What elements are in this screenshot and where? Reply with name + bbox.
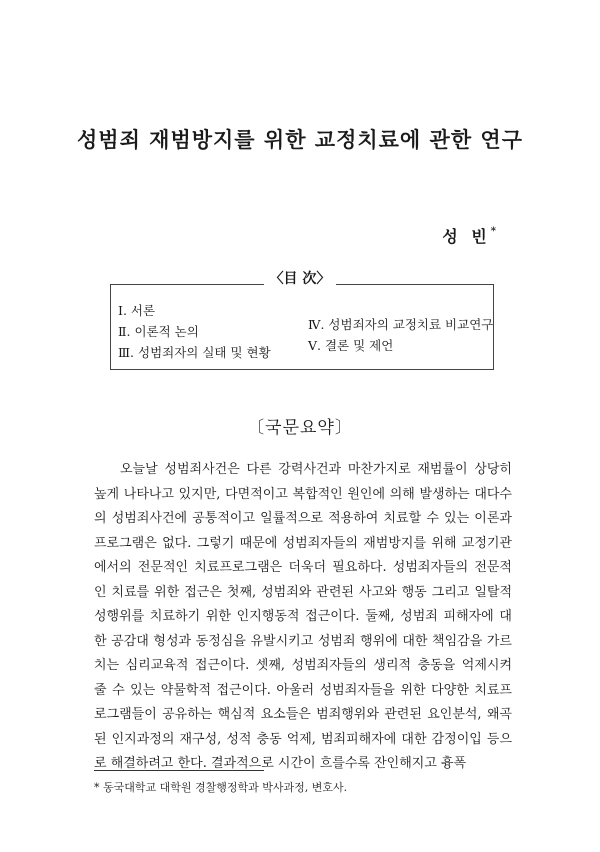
toc-item-2: Ⅱ. 이론적 논의 — [118, 324, 199, 339]
toc-item-1: Ⅰ. 서론 — [118, 303, 156, 318]
author-name-text: 성 빈 — [442, 227, 491, 246]
paper-title: 성범죄 재범방지를 위한 교정치료에 관한 연구 — [77, 127, 523, 152]
toc-label — [0, 268, 600, 288]
abstract-body: 오늘날 성범죄사건은 다른 강력사건과 마찬가지로 재범률이 상당히 높게 나타나고 있지만, 다면적이고 복합적인 원인에 의해 발생하는 대다수의 성범죄사건에 공통적이고 일률적으로 적용하여 치료할 수 있는 이론과 프로그램은 없다. 그렇기 때문에 성범죄자들의 재범방지를 위해 교정기관에서의 전문적인 치료프로그램은 더욱더 필요하다. 성범죄자들의 전문적인 치료를 위한 접근은 첫째, 성범죄와 관련된 사고와 행동 그리고 일탈적 성행위를 치료하기 위한 인지행동적 접근이다. 둘째, 성범죄 피해자에 대한 공감대 형성과 동정심을 유발시키고 성범죄 행위에 대한 책임감을 가르치는 심리교육적 접근이다. 셋째, 성범죄자들의 생리적 충동을 억제시켜 줄 수 있는 약물학적 접근이다. 아울러 성범죄자들을 위한 다양한 치료프로그램들이 공유하는 핵심적 요소들은 범죄행위와 관련된 요인분석, 왜곡된 인지과정의 재구성, 성적 충동 억제, 범죄피해자에 대한 감정이입 등으로 해결하려고 한다. 결과적으로 시간이 흐를수록 잔인해지고 흉폭 — [94, 462, 512, 771]
toc-right-column — [308, 314, 493, 356]
toc-item-3: Ⅲ. 성범죄자의 실태 및 현황 — [118, 345, 271, 360]
author-name — [442, 224, 496, 247]
toc-item-5: Ⅴ. 결론 및 제언 — [308, 338, 394, 353]
footnote-divider — [94, 770, 264, 771]
footnote: * 동국대학교 대학원 경찰행정학과 박사과정, 변호사. — [94, 781, 348, 794]
toc-label-text: 〈目 次〉 — [264, 271, 337, 287]
author-footnote-mark: * — [490, 225, 496, 237]
toc-item-4: Ⅳ. 성범죄자의 교정치료 비교연구 — [308, 317, 494, 332]
abstract-heading: 〔국문요약〕 — [247, 418, 353, 438]
toc-left-column — [118, 300, 271, 363]
